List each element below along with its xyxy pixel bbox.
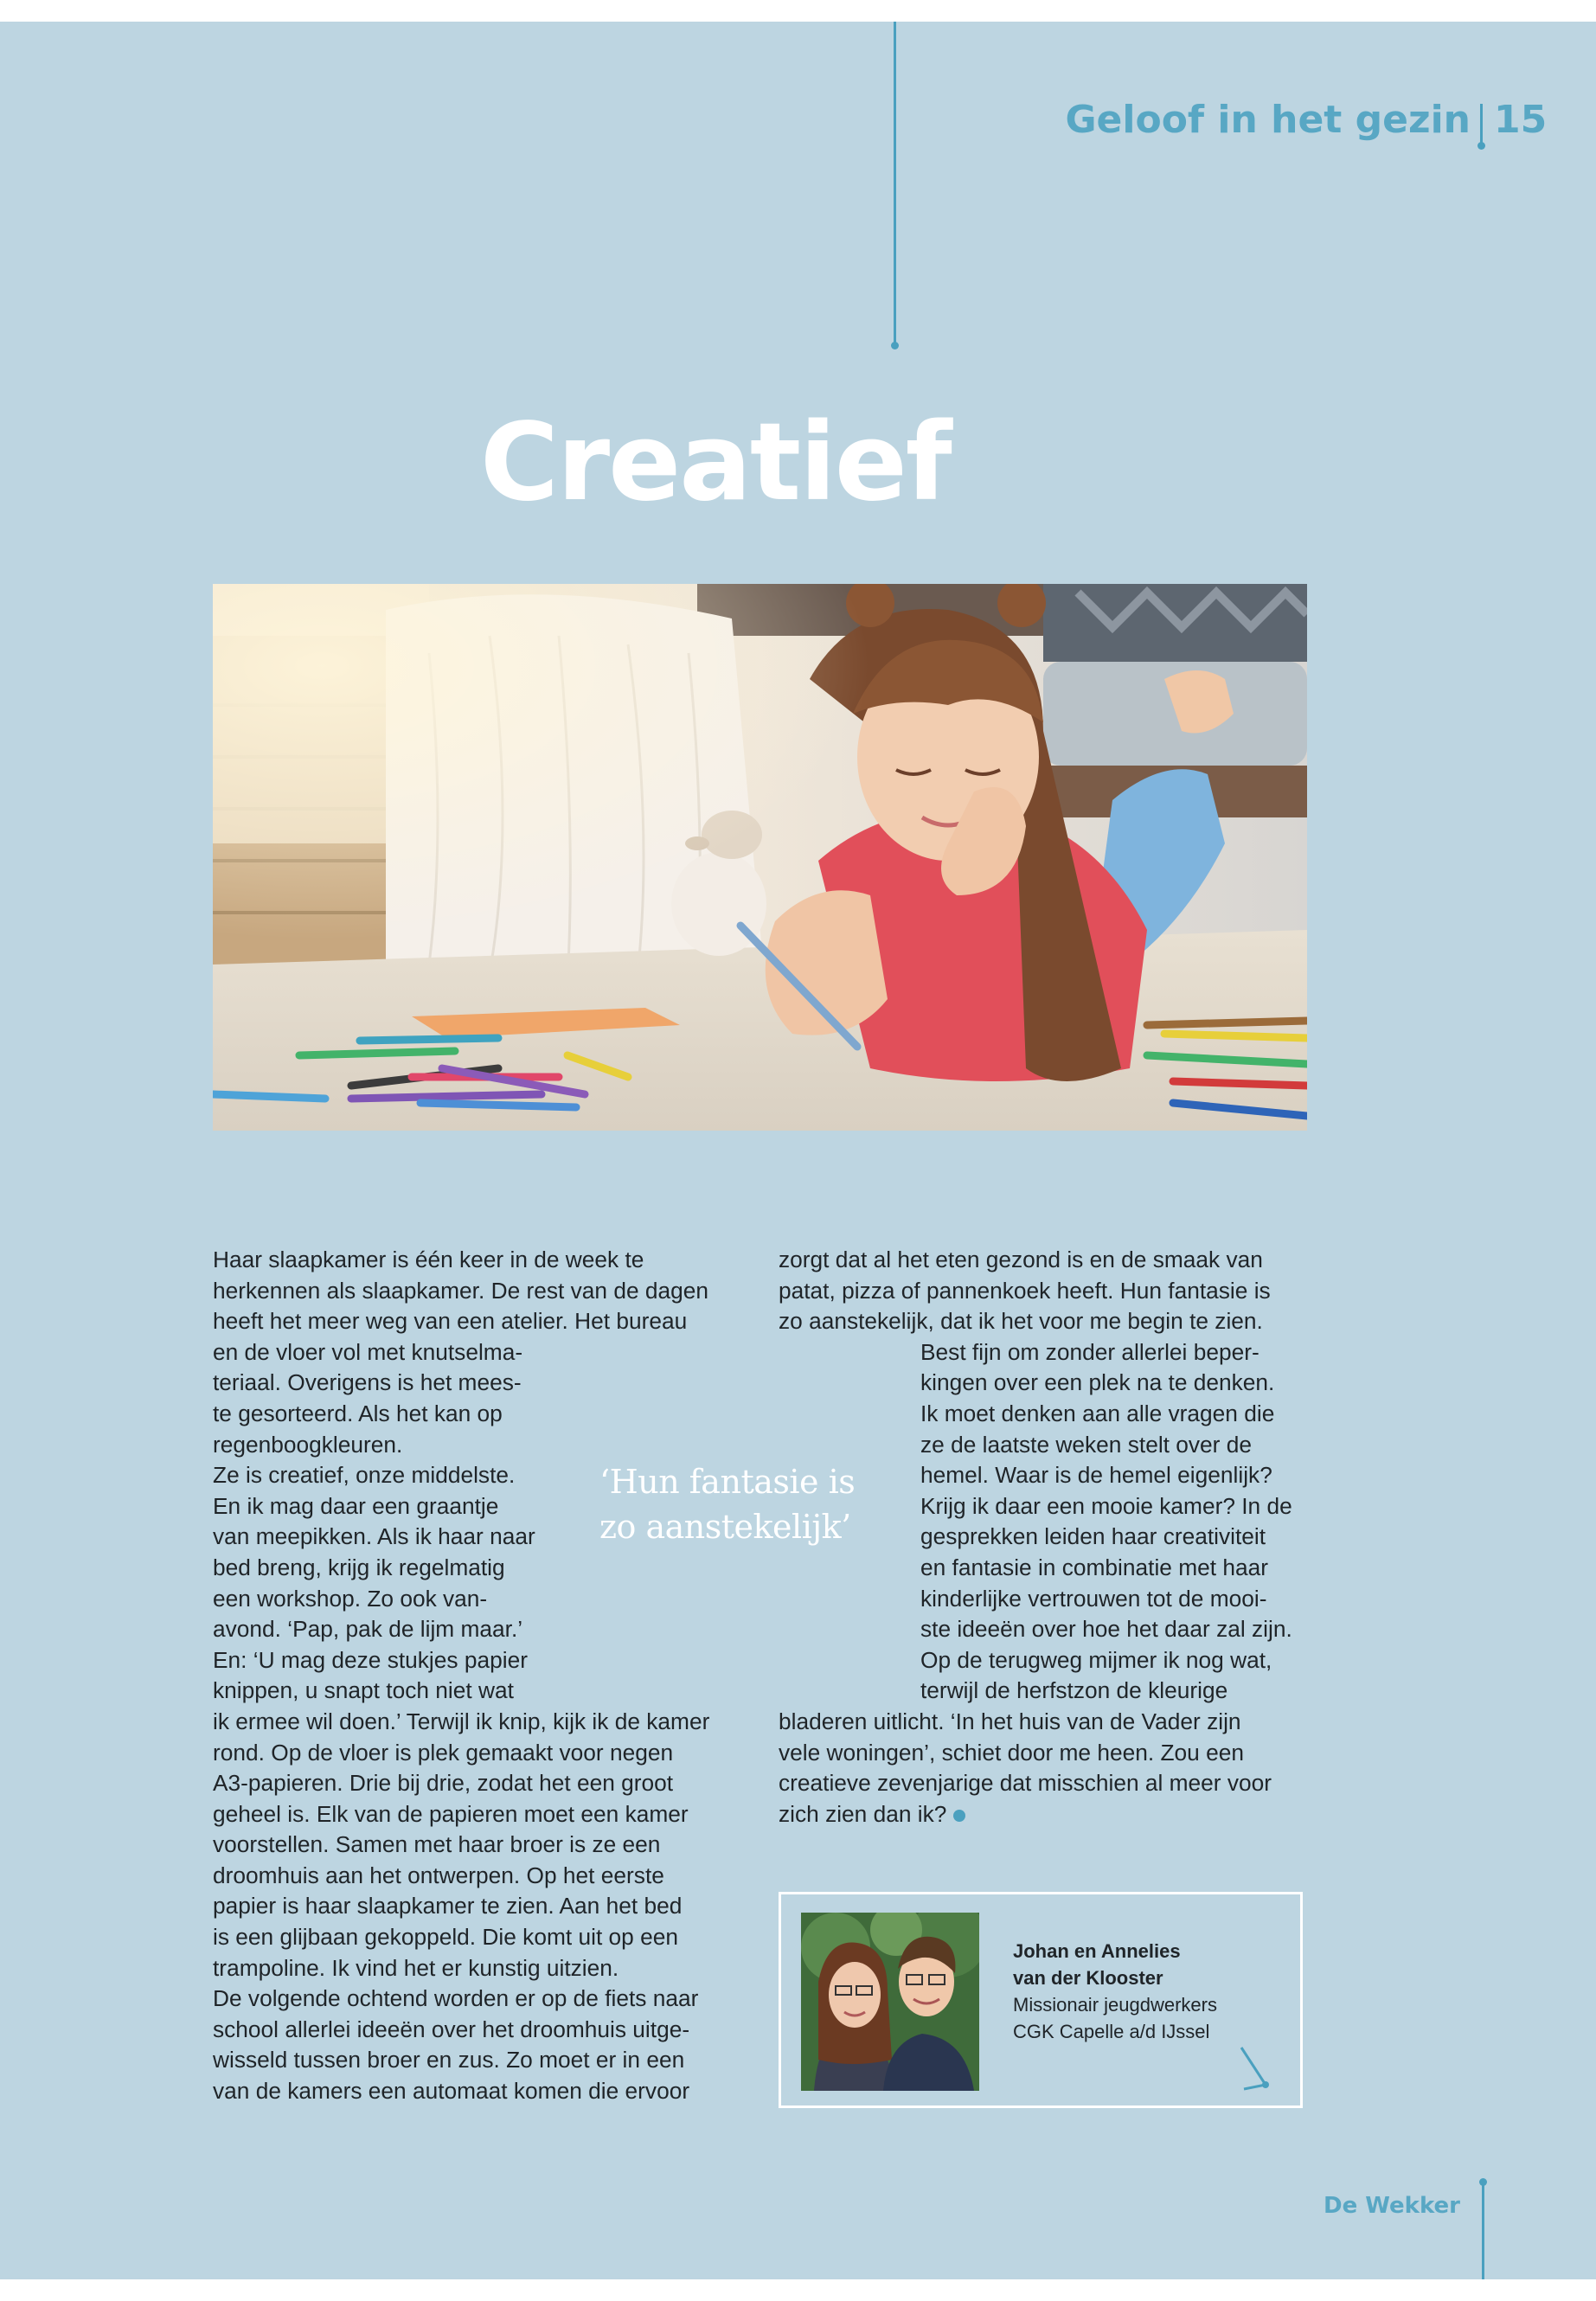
text-line: kingen over een plek na te denken. bbox=[920, 1369, 1275, 1396]
text-line: terwijl de herfstzon de kleurige bbox=[920, 1677, 1228, 1704]
text-line: teriaal. Overigens is het mees- bbox=[213, 1369, 522, 1396]
text-line: ze de laatste weken stelt over de bbox=[920, 1431, 1252, 1458]
text-line: vele woningen’, schiet door me heen. Zou een bbox=[779, 1739, 1244, 1766]
text-line: ste ideeën over hoe het daar zal zijn. bbox=[920, 1616, 1292, 1643]
text-line: en fantasie in combinatie met haar bbox=[920, 1554, 1268, 1580]
text-line: heeft het meer weg van een atelier. Het bureau bbox=[213, 1308, 688, 1335]
text-line: van meepikken. Als ik haar naar bbox=[213, 1523, 535, 1550]
magazine-name: De Wekker bbox=[1324, 2193, 1460, 2219]
page-background bbox=[0, 22, 1596, 2279]
end-mark-icon bbox=[953, 1810, 965, 1822]
text-line: te gesorteerd. Als het kan op bbox=[213, 1400, 503, 1426]
text-line: en de vloer vol met knutselma- bbox=[213, 1338, 523, 1365]
text-line: Best fijn om zonder allerlei beper- bbox=[920, 1338, 1259, 1365]
text-line: is een glijbaan gekoppeld. Die komt uit op een bbox=[213, 1924, 678, 1951]
section-title: Geloof in het gezin bbox=[1065, 98, 1471, 142]
author-role-line-1: Missionair jeugdwerkers bbox=[1013, 1994, 1217, 2016]
header-separator bbox=[1480, 104, 1483, 145]
text-line: een workshop. Zo ook van- bbox=[213, 1585, 488, 1612]
hero-photo bbox=[213, 584, 1307, 1131]
text-line: avond. ‘Pap, pak de lijm maar.’ bbox=[213, 1616, 523, 1643]
article-column-2 bbox=[779, 1245, 1308, 1830]
text-line: papier is haar slaapkamer te zien. Aan het bed bbox=[213, 1893, 683, 1920]
text-line: ik ermee wil doen.’ Terwijl ik knip, kijk ik de kamer bbox=[213, 1708, 710, 1734]
article-column-1 bbox=[213, 1245, 732, 2107]
pull-quote: ‘Hun fantasie is zo aanstekelijk’ bbox=[599, 1463, 856, 1546]
text-line: A3-papieren. Drie bij drie, zodat het een groot bbox=[213, 1770, 674, 1797]
author-name-line-1: Johan en Annelies bbox=[1013, 1940, 1181, 1962]
text-line: zorgt dat al het eten gezond is en de smaak van bbox=[779, 1247, 1263, 1272]
text-line: En ik mag daar een graantje bbox=[213, 1492, 499, 1519]
text-line: geheel is. Elk van de papieren moet een kamer bbox=[213, 1800, 689, 1827]
text-line: bladeren uitlicht. ‘In het huis van de Vader zijn bbox=[779, 1708, 1241, 1734]
text-line: Ik moet denken aan alle vragen die bbox=[920, 1400, 1275, 1426]
author-info bbox=[1013, 1938, 1217, 2045]
text-line: school allerlei ideeën over het droomhuis uitge- bbox=[213, 2016, 690, 2042]
text-line: herkennen als slaapkamer. De rest van de dagen bbox=[213, 1277, 709, 1304]
text-line: Haar slaapkamer is één keer in de week te bbox=[213, 1247, 644, 1272]
text-line: van de kamers een automaat komen die ervoor bbox=[213, 2078, 690, 2105]
text-line: patat, pizza of pannenkoek heeft. Hun fantasie is bbox=[779, 1277, 1271, 1304]
text-line: creatieve zevenjarige dat misschien al meer voor bbox=[779, 1770, 1272, 1797]
page-edge bbox=[0, 2279, 1596, 2301]
text-line: wisseld tussen broer en zus. Zo moet er in een bbox=[213, 2047, 685, 2073]
text-line: En: ‘U mag deze stukjes papier bbox=[213, 1646, 528, 1673]
author-role-line-2: CGK Capelle a/d IJssel bbox=[1013, 2021, 1210, 2042]
text-line: gesprekken leiden haar creativiteit bbox=[920, 1523, 1266, 1550]
author-box bbox=[779, 1892, 1303, 2108]
text-line: hemel. Waar is de hemel eigenlijk? bbox=[920, 1462, 1272, 1489]
author-name-line-2: van der Klooster bbox=[1013, 1967, 1163, 1989]
text-line-last bbox=[779, 1799, 1308, 1830]
text-line: De volgende ochtend worden er op de fiets naar bbox=[213, 1985, 699, 2012]
last-line-text: zich zien dan ik? bbox=[779, 1800, 947, 1827]
text-line: zo aanstekelijk, dat ik het voor me begin te zien. bbox=[779, 1308, 1263, 1335]
text-line: kinderlijke vertrouwen tot de mooi- bbox=[920, 1585, 1267, 1612]
decorative-corner-icon bbox=[1240, 2046, 1274, 2101]
text-line: Ze is creatief, onze middelste. bbox=[213, 1462, 516, 1489]
text-line: regenboogkleuren. bbox=[213, 1431, 403, 1458]
text-line: knippen, u snapt toch niet wat bbox=[213, 1677, 514, 1704]
page-number: 15 bbox=[1494, 98, 1548, 142]
text-line: voorstellen. Samen met haar broer is ze een bbox=[213, 1831, 661, 1858]
text-line: Krijg ik daar een mooie kamer? In de bbox=[920, 1492, 1292, 1519]
text-line: rond. Op de vloer is plek gemaakt voor negen bbox=[213, 1739, 674, 1766]
text-line: Op de terugweg mijmer ik nog wat, bbox=[920, 1646, 1272, 1673]
text-line: bed breng, krijg ik regelmatig bbox=[213, 1554, 505, 1580]
text-line: trampoline. Ik vind het er kunstig uitzien. bbox=[213, 1954, 619, 1981]
author-photo bbox=[801, 1913, 979, 2091]
article-title: Creatief bbox=[480, 401, 951, 525]
decorative-top-line bbox=[894, 22, 896, 346]
text-line: droomhuis aan het ontwerpen. Op het eerste bbox=[213, 1862, 664, 1888]
